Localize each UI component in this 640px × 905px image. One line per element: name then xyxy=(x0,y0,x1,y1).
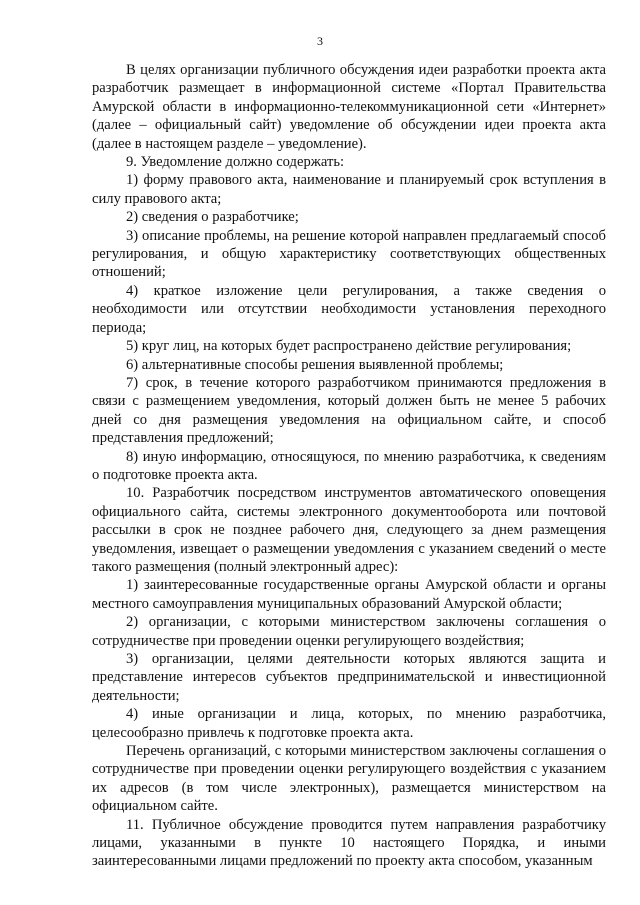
page-number: 3 xyxy=(317,34,323,48)
paragraph-10-1: 1) заинтересованные государственные органы Амурской области и органы местного самоуправления муниципальных образований Амурской области; xyxy=(92,577,606,612)
paragraph-item-9: 9. Уведомление должно содержать: xyxy=(126,154,345,171)
paragraph-9-3: 3) описание проблемы, на решение которой направлен предлагаемый способ регулирования, и общую характеристику соответствующих общественных отношений; xyxy=(92,227,606,281)
paragraph-10-3: 3) организации, целями деятельности которых являются защита и представление интересов субъектов предпринимательской и инвестиционной деятельности; xyxy=(92,651,606,704)
paragraph-9-6: 6) альтернативные способы решения выявленной проблемы; xyxy=(126,356,504,373)
paragraph-organizations-list: Перечень организаций, с которыми министерством заключены соглашения о сотрудничестве при проведении оценки регулирующего воздействия с указанием их адресов (в том числе электронных), размещается министерством на официальном сайте. xyxy=(92,743,606,815)
paragraph-9-4: 4) краткое изложение цели регулирования, а также сведения о необходимости или отсутствии необходимости установления переходного периода; xyxy=(92,282,606,336)
paragraph-10-4: 4) иные организации и лица, которых, по мнению разработчика, целесообразно привлечь к подготовке проекта акта. xyxy=(92,706,606,741)
paragraph-intro: В целях организации публичного обсуждения идеи разработки проекта акта разработчик размещает в информационной системе «Портал Правительства Амурской области в информационно-телекоммуникационной сети «Интернет» (далее – официальный сайт) уведомление об обсуждении идеи проекта акта (далее в настоящем разделе – уведомление). xyxy=(92,62,606,152)
paragraph-9-5: 5) круг лиц, на которых будет распространено действие регулирования; xyxy=(126,338,572,355)
paragraph-9-2: 2) сведения о разработчике; xyxy=(126,209,299,226)
paragraph-9-7: 7) срок, в течение которого разработчиком принимаются предложения в связи с размещением уведомления, который должен быть не менее 5 рабочих дней со дня размещения уведомления на официальном сайте, и способ представления предложений; xyxy=(92,374,606,447)
paragraph-9-8: 8) иную информацию, относящуюся, по мнению разработчика, к сведениям о подготовке проекта акта. xyxy=(92,448,606,483)
paragraph-10-2: 2) организации, с которыми министерством заключены соглашения о сотрудничестве при проведении оценки регулирующего воздействия; xyxy=(92,614,606,649)
paragraph-item-10: 10. Разработчик посредством инструментов автоматического оповещения официального сайта, системы электронного документооборота или почтовой рассылки в срок не позднее рабочего дня, следующего за днем размещения уведомления, извещает о размещении уведомления с указанием сведений о месте такого размещения (полный электронный адрес): xyxy=(92,485,606,575)
document-body xyxy=(92,61,606,871)
paragraph-item-11: 11. Публичное обсуждение проводится путем направления разработчику лицами, указанными в пункте 10 настоящего Порядка, и иными заинтересованными лицами предложений по проекту акта способом, указанным xyxy=(92,816,606,870)
paragraph-9-1: 1) форму правового акта, наименование и планируемый срок вступления в силу правового акта; xyxy=(92,172,606,207)
